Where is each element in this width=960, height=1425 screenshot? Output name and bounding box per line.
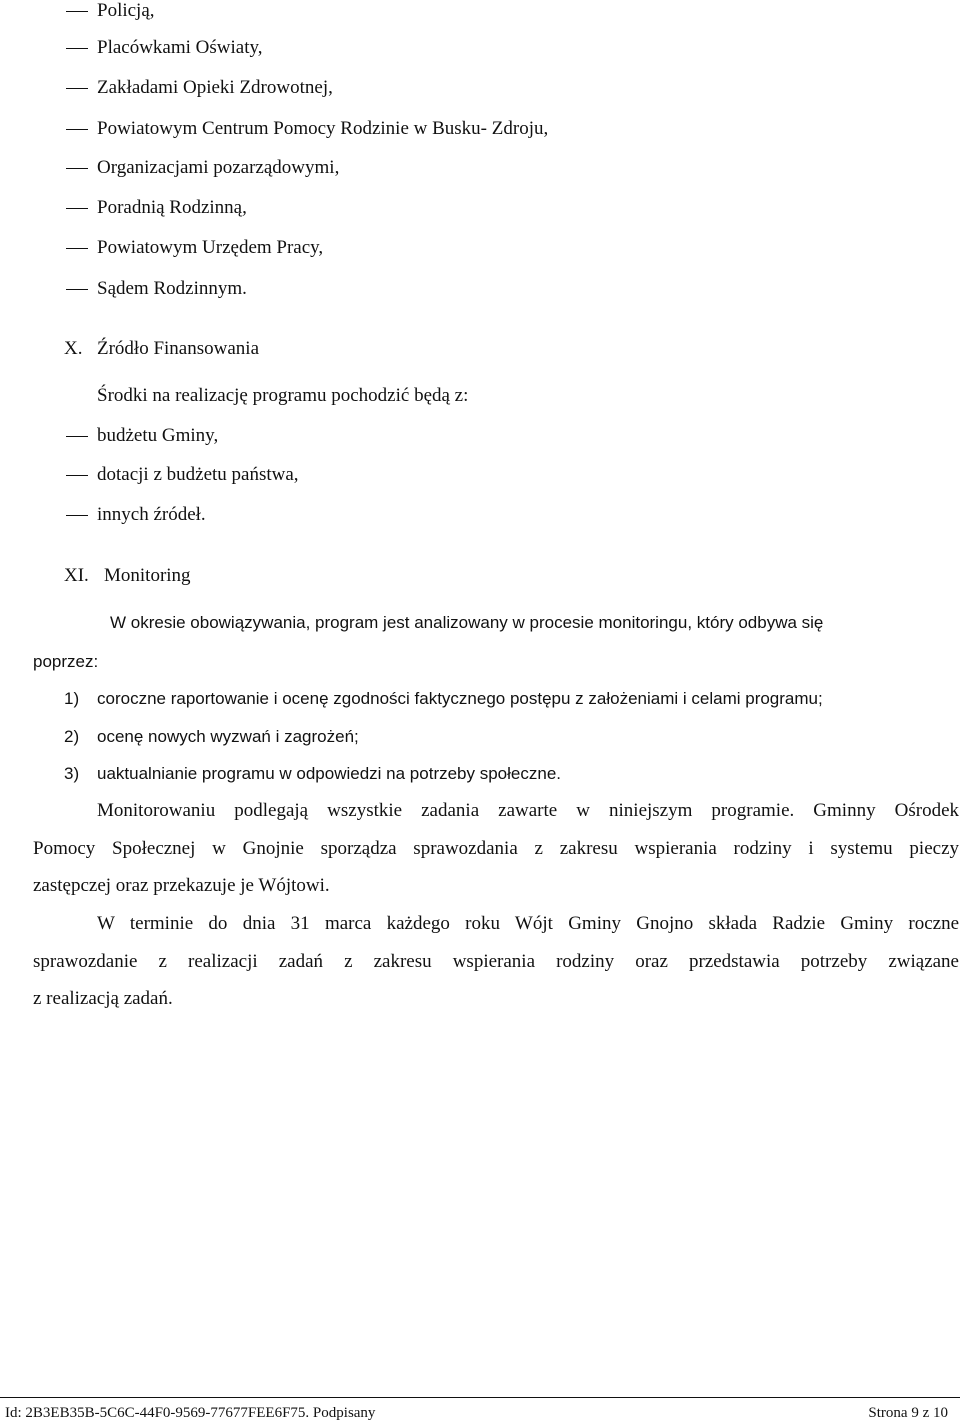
dash-bullet (66, 168, 88, 169)
list-item: coroczne raportowanie i ocenę zgodności faktycznego postępu z założeniami i celami programu; (97, 689, 823, 708)
section-x-intro: Środki na realizację programu pochodzić będą z: (97, 385, 469, 406)
list-item: Powiatowym Urzędem Pracy, (97, 237, 324, 258)
dash-bullet (66, 129, 88, 130)
document-id: Id: 2B3EB35B-5C6C-44F0-9569-77677FEE6F75. Podpisany (5, 1405, 376, 1421)
list-item: budżetu Gminy, (97, 425, 219, 446)
list-item: Organizacjami pozarządowymi, (97, 157, 340, 178)
section-xi-title: Monitoring (104, 565, 191, 586)
list-item: uaktualnianie programu w odpowiedzi na potrzeby społeczne. (97, 764, 562, 783)
list-number: 2) (64, 727, 80, 746)
dash-bullet (66, 436, 88, 437)
list-item: Poradnią Rodzinną, (97, 197, 247, 218)
dash-bullet (66, 475, 88, 476)
page-number: Strona 9 z 10 (868, 1405, 948, 1421)
dash-bullet (66, 248, 88, 249)
list-item: Sądem Rodzinnym. (97, 278, 247, 299)
list-item: Placówkami Oświaty, (97, 37, 263, 58)
list-item: Policją, (97, 0, 155, 21)
list-item: dotacji z budżetu państwa, (97, 464, 299, 485)
dash-bullet (66, 88, 88, 89)
list-item: Powiatowym Centrum Pomocy Rodzinie w Busku- Zdroju, (97, 118, 549, 139)
paragraph-text: W okresie obowiązywania, program jest analizowany w procesie monitoringu, który odbywa się (110, 613, 824, 632)
list-item: Zakładami Opieki Zdrowotnej, (97, 77, 333, 98)
list-number: 3) (64, 764, 80, 783)
dash-bullet (66, 48, 88, 49)
dash-bullet (66, 515, 88, 516)
section-x-title: Źródło Finansowania (97, 338, 260, 359)
list-item: ocenę nowych wyzwań i zagrożeń; (97, 727, 359, 746)
paragraph-line: z realizacją zadań. (33, 988, 173, 1009)
dash-bullet (66, 11, 88, 12)
section-xi-number: XI. (64, 565, 89, 586)
list-number: 1) (64, 689, 80, 708)
paragraph-line: Pomocy Społecznej w Gnojnie sporządza sprawozdania z zakresu wspierania rodziny i systemu pieczy (33, 838, 959, 859)
dash-bullet (66, 289, 88, 290)
paragraph-line (110, 612, 959, 634)
dash-bullet (66, 208, 88, 209)
page-footer (0, 1397, 960, 1425)
list-item: innych źródeł. (97, 504, 206, 525)
section-x-number: X. (64, 338, 83, 359)
paragraph-line: W terminie do dnia 31 marca każdego roku Wójt Gminy Gnojno składa Radzie Gminy roczne (97, 913, 959, 934)
paragraph-line: zastępczej oraz przekazuje je Wójtowi. (33, 875, 330, 896)
paragraph-line: Monitorowaniu podlegają wszystkie zadania zawarte w niniejszym programie. Gminny Ośrodek (97, 800, 959, 821)
paragraph-line: poprzez: (33, 652, 99, 671)
paragraph-line: sprawozdanie z realizacji zadań z zakresu wspierania rodziny oraz przedstawia potrzeby związane (33, 951, 959, 972)
